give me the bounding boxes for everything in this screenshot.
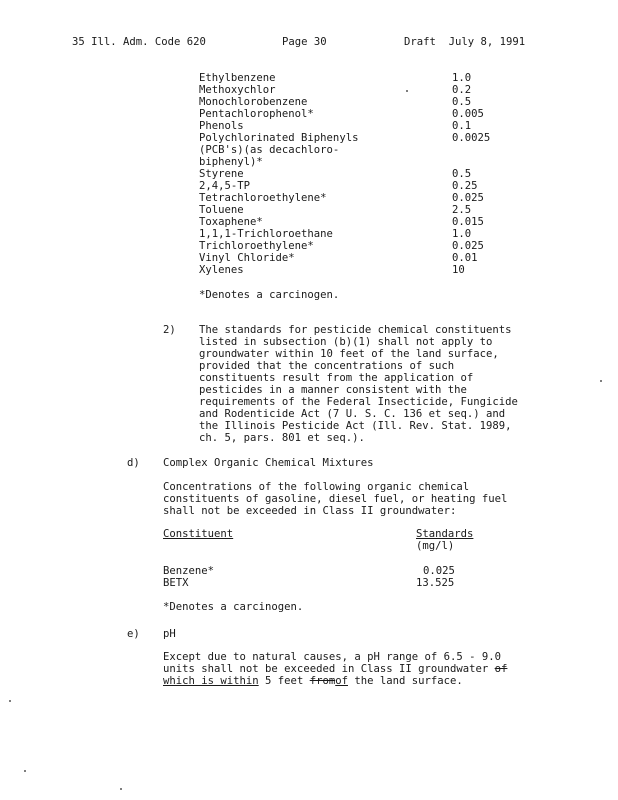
carcinogen-footnote: *Denotes a carcinogen. [199, 289, 340, 301]
scan-speck [9, 700, 11, 702]
section-e-line-3 [163, 675, 463, 687]
paragraph-line: Concentrations of the following organic chemical [163, 481, 470, 493]
constituent-name: Ethylbenzene [199, 72, 276, 84]
constituent-standard: 0.005 [452, 108, 484, 120]
column-header-standards: Standards [416, 528, 474, 540]
table-row [0, 240, 618, 252]
constituent-standard: 0.5 [452, 168, 472, 180]
constituent-standard: 0.025 [452, 192, 484, 204]
table-row [0, 72, 618, 84]
table-row [0, 577, 618, 589]
section-e-line-1: Except due to natural causes, a pH range of 6.5 - 9.0 [163, 651, 502, 663]
paragraph-line: listed in subsection (b)(1) shall not apply to [199, 336, 493, 348]
scan-speck [600, 380, 602, 382]
constituent-standard: 0.25 [452, 180, 478, 192]
paragraph-line: constituents of gasoline, diesel fuel, or heating fuel [163, 493, 508, 505]
constituent-name: Xylenes [199, 264, 244, 276]
constituent-name: Methoxychlor [199, 84, 276, 96]
constituent-standard: 10 [452, 264, 465, 276]
constituent-standard: 0.025 [452, 240, 484, 252]
table-row [0, 252, 618, 264]
constituent-standard: 0.025 [423, 565, 455, 577]
table-row [0, 180, 618, 192]
header-citation: 35 Ill. Adm. Code 620 [72, 36, 206, 48]
constituent-name: Phenols [199, 120, 244, 132]
table-row [0, 144, 618, 156]
constituent-name: Vinyl Chloride* [199, 252, 295, 264]
constituent-standard: 0.5 [452, 96, 472, 108]
constituent-name: BETX [163, 577, 189, 589]
paragraph-line: The standards for pesticide chemical constituents [199, 324, 512, 336]
table-row [0, 84, 618, 96]
constituent-standard: 0.01 [452, 252, 478, 264]
constituent-standard: 0.1 [452, 120, 472, 132]
constituent-standard: 2.5 [452, 204, 472, 216]
section-d-title: Complex Organic Chemical Mixtures [163, 457, 374, 469]
table-row [0, 96, 618, 108]
paragraph-line: ch. 5, pars. 801 et seq.). [199, 432, 365, 444]
paragraph-line: and Rodenticide Act (7 U. S. C. 136 et seq.) and [199, 408, 506, 420]
paragraph-line: requirements of the Federal Insecticide, Fungicide [199, 396, 518, 408]
constituent-standard: 0.0025 [452, 132, 491, 144]
struck-text: of [494, 663, 508, 675]
paragraph-line: pesticides in a manner consistent with the [199, 384, 467, 396]
constituent-standard: 0.2 [452, 84, 472, 96]
paragraph-line: groundwater within 10 feet of the land surface, [199, 348, 499, 360]
constituent-name: Toluene [199, 204, 244, 216]
struck-text: from [309, 675, 336, 687]
constituent-name: 2,4,5-TP [199, 180, 251, 192]
inserted-text: of [335, 675, 348, 687]
item-2-label: 2) [163, 324, 176, 336]
constituent-name: Styrene [199, 168, 244, 180]
table-row [0, 192, 618, 204]
scan-speck [120, 788, 122, 790]
paragraph-line: provided that the concentrations of such [199, 360, 455, 372]
section-e-line-2 [163, 663, 507, 675]
constituent-name: Benzene* [163, 565, 215, 577]
header-draft-date: Draft July 8, 1991 [404, 36, 526, 48]
table-row [0, 108, 618, 120]
table-row [0, 216, 618, 228]
table-row [0, 120, 618, 132]
column-header-units: (mg/l) [416, 540, 455, 552]
scan-speck [406, 90, 408, 92]
constituent-standard: 1.0 [452, 72, 472, 84]
section-e-title: pH [163, 628, 176, 640]
carcinogen-footnote: *Denotes a carcinogen. [163, 601, 304, 613]
section-e-text: the land surface. [347, 675, 463, 687]
constituent-name: Trichloroethylene* [199, 240, 314, 252]
constituent-name: (PCB's)(as decachloro- [199, 144, 340, 156]
table-row [0, 565, 618, 577]
table-row [0, 156, 618, 168]
section-e-label: e) [127, 628, 140, 640]
constituent-name: biphenyl)* [199, 156, 263, 168]
table-row [0, 264, 618, 276]
paragraph-line: shall not be exceeded in Class II groundwater: [163, 505, 457, 517]
paragraph-line: the Illinois Pesticide Act (Ill. Rev. Stat. 1989, [199, 420, 512, 432]
header-page-number: Page 30 [282, 36, 327, 48]
section-d-label: d) [127, 457, 140, 469]
constituent-name: Polychlorinated Biphenyls [199, 132, 359, 144]
constituent-standard: 1.0 [452, 228, 472, 240]
section-e-text: units shall not be exceeded in Class II groundwater [163, 663, 495, 675]
table-row [0, 132, 618, 144]
constituent-name: 1,1,1-Trichloroethane [199, 228, 333, 240]
section-e-text: 5 feet [258, 675, 310, 687]
inserted-text: which is within [163, 675, 259, 687]
constituent-standard: 0.015 [452, 216, 484, 228]
table-row [0, 228, 618, 240]
column-header-constituent: Constituent [163, 528, 234, 540]
scan-speck [24, 770, 26, 772]
table-row [0, 168, 618, 180]
constituent-name: Monochlorobenzene [199, 96, 308, 108]
constituent-name: Toxaphene* [199, 216, 263, 228]
constituent-name: Tetrachloroethylene* [199, 192, 327, 204]
constituent-standard: 13.525 [416, 577, 455, 589]
constituent-name: Pentachlorophenol* [199, 108, 314, 120]
table-row [0, 204, 618, 216]
paragraph-line: constituents result from the application of [199, 372, 474, 384]
